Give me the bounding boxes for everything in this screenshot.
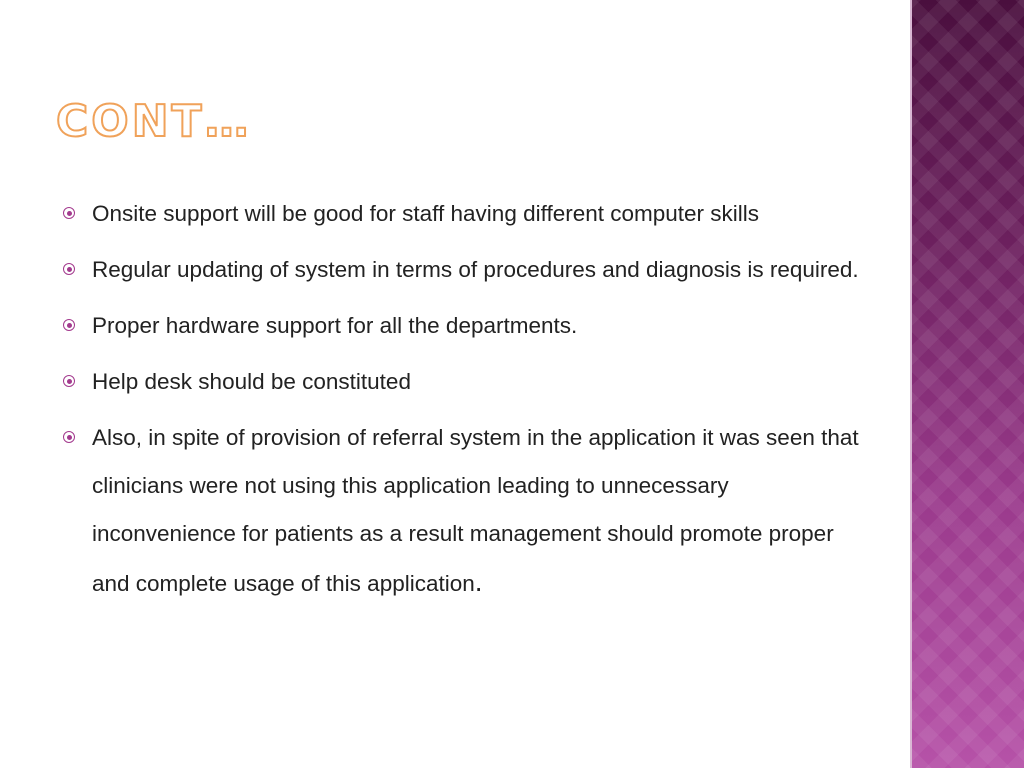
decorative-side-panel — [912, 0, 1024, 768]
bullet-text: Help desk should be constituted — [92, 369, 411, 394]
circled-dot-bullet-icon — [63, 431, 75, 443]
bullet-text: Regular updating of system in terms of procedures and diagnosis is required. — [92, 257, 859, 282]
circled-dot-bullet-icon — [63, 263, 75, 275]
bullet-text: Onsite support will be good for staff having different computer skills — [92, 201, 760, 226]
circled-dot-bullet-icon — [63, 319, 75, 331]
bullet-item — [60, 246, 860, 294]
bullet-item — [60, 190, 860, 238]
slide-title: CONT… — [56, 96, 252, 147]
bullet-item — [60, 302, 860, 350]
circled-dot-bullet-icon — [63, 207, 75, 219]
slide-content — [60, 190, 860, 616]
bullet-text: Also, in spite of provision of referral system in the application it was seen that clinicians were not using this application leading to unnecessary inconvenience for patients as a result management should promote proper and complete usage of this application — [92, 425, 859, 596]
trailing-period: . — [474, 566, 483, 597]
circled-dot-bullet-icon — [63, 375, 75, 387]
bullet-item — [60, 358, 860, 406]
bullet-item — [60, 414, 860, 608]
bullet-text: Proper hardware support for all the departments. — [92, 313, 578, 338]
bullet-list — [60, 190, 860, 608]
